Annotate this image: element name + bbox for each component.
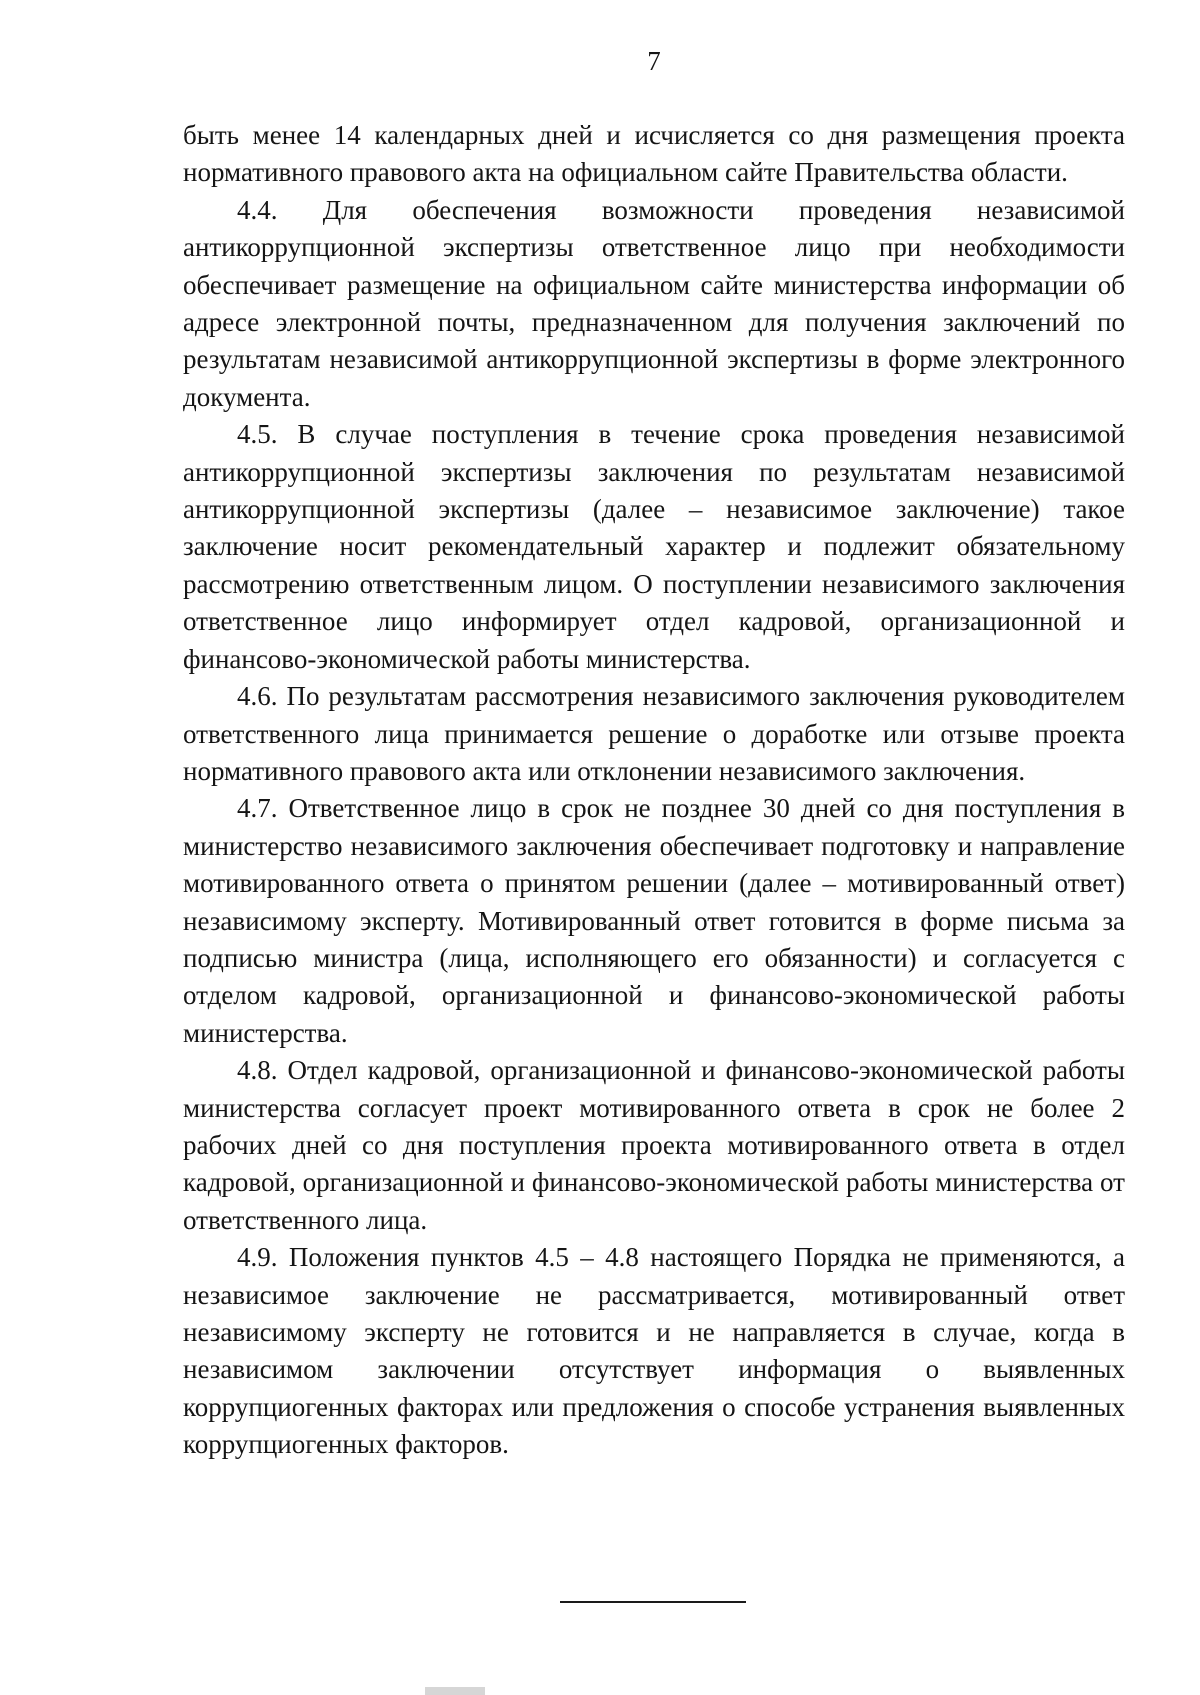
scan-artifact [425, 1687, 485, 1695]
paragraph-continuation: быть менее 14 календарных дней и исчисляется со дня размещения проекта нормативного правового акта на официальном сайте Правительства области. [183, 120, 1125, 188]
document-body [183, 117, 1125, 1464]
paragraph-4-7: 4.7. Ответственное лицо в срок не позднее 30 дней со дня поступления в министерство независимого заключения обеспечивает подготовку и направление мотивированного ответа о принятом решении (далее – мотивированный ответ) независимому эксперту. Мотивированный ответ готовится в форме письма за подписью министра (лица, исполняющего его обязанности) и согласуется с отделом кадровой, организационной и финансово-экономической работы министерства. [183, 793, 1125, 1048]
end-of-document-rule [560, 1601, 746, 1603]
paragraph-4-9: 4.9. Положения пунктов 4.5 – 4.8 настоящего Порядка не применяются, а независимое заключение не рассматривается, мотивированный ответ независимому эксперту не готовится и не направляется в случае, когда в независимом заключении отсутствует информация о выявленных коррупциогенных факторах или предложения о способе устранения выявленных коррупциогенных факторов. [183, 1242, 1125, 1460]
paragraph-4-4: 4.4. Для обеспечения возможности проведения независимой антикоррупционной экспертизы ответственное лицо при необходимости обеспечивает размещение на официальном сайте министерства информации об адресе электронной почты, предназначенном для получения заключений по результатам независимой антикоррупционной экспертизы в форме электронного документа. [183, 194, 1125, 412]
paragraph-4-5: 4.5. В случае поступления в течение срока проведения независимой антикоррупционной экспертизы заключения по результатам независимой антикоррупционной экспертизы (далее – независимое заключение) такое заключение носит рекомендательный характер и подлежит обязательному рассмотрению ответственным лицом. О поступлении независимого заключения ответственное лицо информирует отдел кадровой, организационной и финансово-экономической работы министерства. [183, 419, 1125, 674]
page-number: 7 [647, 46, 661, 76]
paragraph-4-8: 4.8. Отдел кадровой, организационной и финансово-экономической работы министерства согласует проект мотивированного ответа в срок не более 2 рабочих дней со дня поступления проекта мотивированного ответа в отдел кадровой, организационной и финансово-экономической работы министерства от ответственного лица. [183, 1055, 1125, 1235]
paragraph-4-6: 4.6. По результатам рассмотрения независимого заключения руководителем ответственного лица принимается решение о доработке или отзыве проекта нормативного правового акта или отклонении независимого заключения. [183, 681, 1125, 786]
